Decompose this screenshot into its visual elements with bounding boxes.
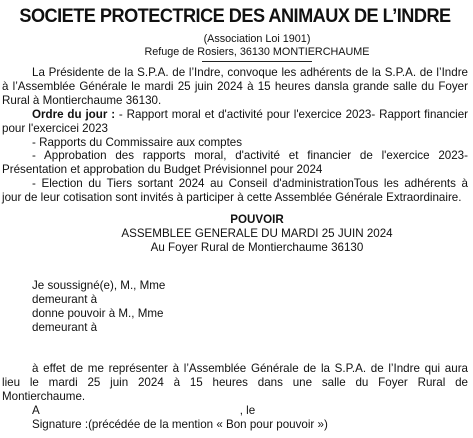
agenda-line [2, 108, 468, 122]
pouvoir-title: POUVOIR [230, 213, 284, 227]
agenda-item-commissaire: - Rapports du Commissaire aux comptes [32, 135, 243, 149]
place-label: A [32, 404, 40, 418]
agenda-item-approbation: - Approbation des rapports moral, d'activité et financier de l'exercice 2023- [32, 149, 468, 163]
intro-line: Rural à Montierchaume 36130. [2, 93, 162, 107]
date-label: , le [239, 404, 256, 418]
agenda-item-election: - Election du Tiers sortant 2024 au Conseil d'administrationTous les adhérents à [32, 177, 468, 191]
form-soussigne: Je soussigné(e), M., Mme [32, 278, 166, 292]
intro-line: La Présidente de la S.P.A. de l’Indre, convoque les adhérents de la S.P.A. de l’Indre [32, 66, 468, 79]
intro-line: à l’Assemblée Générale le mardi 25 juin 2024 à 15 heures dansla grande salle du Foyer [2, 79, 468, 93]
agenda-text: - Rapport moral et d'activité pour l'exercice 2023- Rapport financier [118, 107, 468, 121]
effet-line: Montierchaume. [2, 390, 86, 404]
refuge-address: Refuge de Rosiers, 36130 MONTIERCHAUME [144, 46, 370, 58]
form-demeurant: demeurant à [32, 320, 98, 334]
agenda-item-election-cont: jour de leur cotisation sont invités à participer à cette Assemblée Générale Extraordinaire. [2, 191, 462, 205]
signature-line: Signature :(précédée de la mention « Bon pour pouvoir ») [32, 418, 328, 432]
proxy-form [2, 279, 468, 335]
pouvoir-location: Au Foyer Rural de Montierchaume 36130 [150, 240, 364, 254]
effet-line: à effet de me représenter à l’Assemblée Générale de la S.P.A. de l’Indre qui aura [32, 362, 468, 376]
association-status: (Association Loi 1901) [203, 33, 311, 45]
organization-title: SOCIETE PROTECTRICE DES ANIMAUX DE L’INDRE [19, 5, 451, 27]
effet-line: lieu le mardi 25 juin 2024 à 15 heures dans une salle du Foyer Rural de [2, 376, 468, 390]
convocation-paragraph [2, 66, 468, 205]
form-donne-pouvoir: donne pouvoir à M., Mme [32, 306, 164, 320]
agenda-line: pour l'exercicei 2023 [2, 121, 108, 135]
closing-section [2, 362, 468, 432]
pouvoir-subtitle: ASSEMBLEE GENERALE DU MARDI 25 JUIN 2024 [121, 226, 393, 240]
agenda-label: Ordre du jour : [32, 107, 116, 121]
form-demeurant: demeurant à [32, 292, 98, 306]
place-date-line [2, 404, 468, 418]
header-divider [202, 61, 312, 62]
agenda-item-approbation-cont: Présentation et approbation du Budget Prévisionnel pour 2024 [2, 163, 323, 177]
